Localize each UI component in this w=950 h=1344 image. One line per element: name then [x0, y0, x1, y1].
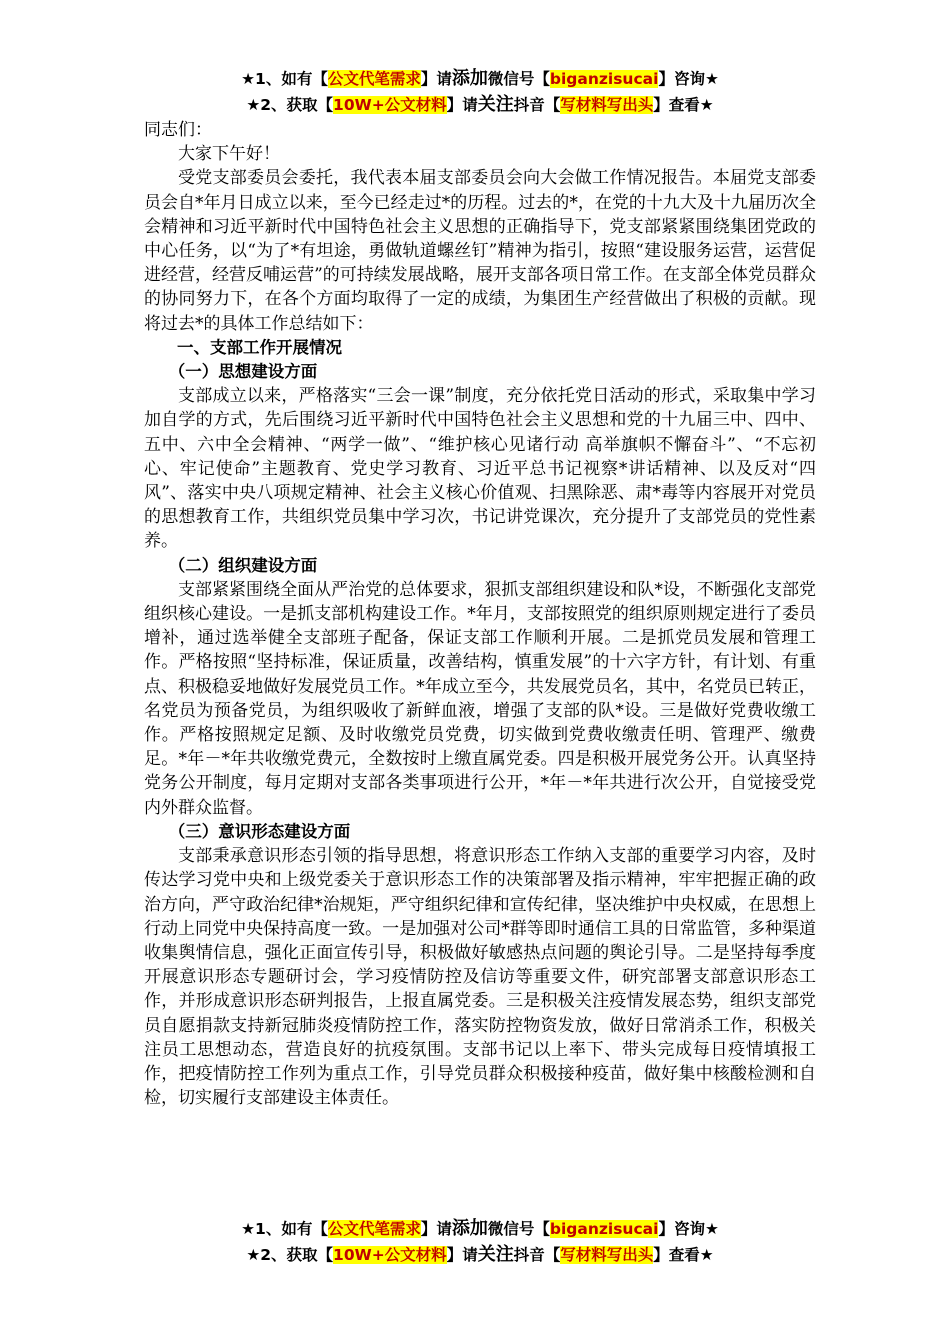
top-banner — [144, 66, 816, 118]
banner-highlight: 10W+公文材料 — [333, 96, 447, 114]
banner-emphasis: 关注 — [477, 94, 514, 115]
banner-line-2 — [144, 1242, 816, 1268]
banner-text: ★2、获取【 — [246, 96, 334, 114]
body-paragraph: 支部秉承意识形态引领的指导思想，将意识形态工作纳入支部的重要学习内容，及时传达学习党中央和上级党委关于意识形态工作的决策部署及指示精神，牢牢把握正确的政治方向，严守政治纪律*治规矩，严守组织纪律和宣传纪律，坚决维护中央权威，在思想上行动上同党中央保持高度一致。一是加强对公司*群等即时通信工具的日常监管，多种渠道收集舆情信息，强化正面宣传引导，积极做好敏感热点问题的舆论引导。二是坚持每季度开展意识形态专题研讨会，学习疫情防控及信访等重要文件，研究部署支部意识形态工作，并形成意识形态研判报告，上报直属党委。三是积极关注疫情发展态势，组织支部党员自愿捐款支持新冠肺炎疫情防控工作，落实防控物资发放，做好日常消杀工作，积极关注员工思想动态，营造良好的抗疫氛围。支部书记以上率下、带头完成每日疫情填报工作，把疫情防控工作列为重点工作，引导党员群众积极接种疫苗，做好集中核酸检测和自检，切实履行支部建设主体责任。 — [144, 846, 816, 1109]
banner-text: 】咨询★ — [658, 70, 719, 88]
banner-text: 】请 — [420, 1220, 452, 1238]
douyin-highlight: 写材料写出头 — [560, 96, 654, 114]
bottom-banner — [144, 1216, 816, 1268]
banner-text: ★1、如有【 — [241, 70, 328, 88]
banner-text: ★2、获取【 — [246, 1246, 334, 1264]
banner-text: 】查看★ — [653, 96, 714, 114]
banner-text: 】查看★ — [653, 1246, 714, 1264]
subsection-heading: （三）意识形态建设方面 — [168, 821, 351, 841]
subsection-heading: （二）组织建设方面 — [168, 555, 318, 575]
banner-highlight: 公文代笔需求 — [327, 70, 421, 88]
document-body — [144, 118, 816, 1110]
banner-text: ★1、如有【 — [241, 1220, 328, 1238]
banner-highlight: 公文代笔需求 — [327, 1220, 421, 1238]
banner-text: 】咨询★ — [658, 1220, 719, 1238]
banner-line-1 — [144, 66, 816, 92]
banner-highlight: 10W+公文材料 — [333, 1246, 447, 1264]
greeting: 大家下午好！ — [178, 144, 280, 165]
banner-text: 抖音【 — [513, 1246, 561, 1264]
banner-text: 】请 — [446, 96, 478, 114]
banner-emphasis: 关注 — [477, 1244, 514, 1265]
banner-emphasis: 添加 — [451, 1218, 488, 1239]
banner-emphasis: 添加 — [451, 68, 488, 89]
body-paragraph: 支部成立以来，严格落实“三会一课”制度，充分依托党日活动的形式，采取集中学习加自学的方式，先后围绕习近平新时代中国特色社会主义思想和党的十九届三中、四中、五中、六中全会精神、“两学一做”、“维护核心见诸行动 高举旗帜不懈奋斗”、“不忘初心、牢记使命”主题教育、党史学习教育、习近平总书记视察*讲话精神、以及反对“四风”、落实中央八项规定精神、社会主义核心价值观、扫黑除恶、肃*毒等内容展开对党员的思想教育工作，共组织党员集中学习次，书记讲党课次，充分提升了支部党员的党性素养。 — [144, 386, 816, 552]
banner-text: 】请 — [420, 70, 452, 88]
wechat-id-highlight: biganzisucai — [549, 70, 659, 88]
section-heading: 一、支部工作开展情况 — [177, 337, 342, 357]
salutation: 同志们： — [144, 120, 212, 140]
subsection-heading: （一）思想建设方面 — [168, 362, 318, 382]
banner-text: 微信号【 — [487, 70, 550, 88]
wechat-id-highlight: biganzisucai — [549, 1220, 659, 1238]
body-paragraph: 支部紧紧围绕全面从严治党的总体要求，狠抓支部组织建设和队*设，不断强化支部党组织核心建设。一是抓支部机构建设工作。*年月，支部按照党的组织原则规定进行了委员增补，通过选举健全支部班子配备，保证支部工作顺利开展。二是抓党员发展和管理工作。严格按照“坚持标准，保证质量，改善结构，慎重发展”的十六字方针，有计划、有重点、积极稳妥地做好发展党员工作。*年成立至今，共发展党员名，其中，名党员已转正，名党员为预备党员，为组织吸收了新鲜血液，增强了支部的队*设。三是做好党费收缴工作。严格按照规定足额、及时收缴党员党费，切实做到党费收缴责任明、管理严、缴费足。*年－*年共收缴党费元，全数按时上缴直属党委。四是积极开展党务公开。认真坚持党务公开制度，每月定期对支部各类事项进行公开，*年－*年共进行次公开，自觉接受党内外群众监督。 — [144, 579, 816, 818]
document-page — [144, 0, 816, 1265]
banner-text: 微信号【 — [487, 1220, 550, 1238]
banner-line-1 — [144, 1216, 816, 1242]
intro-paragraph: 受党支部委员会委托，我代表本届支部委员会向大会做工作情况报告。本届党支部委员会自*年月日成立以来，至今已经走过*的历程。过去的*，在党的十九大及十九届历次全会精神和习近平新时代中国特色社会主义思想的正确指导下，党支部紧紧围绕集团党政的中心任务，以“为了*有坦途，勇做轨道螺丝钉”精神为指引，按照“建设服务运营，运营促进经营，经营反哺运营”的可持续发展战略，展开支部各项日常工作。在支部全体党员群众的协同努力下，在各个方面均取得了一定的成绩，为集团生产经营做出了积极的贡献。现将过去*的具体工作总结如下： — [144, 168, 816, 334]
douyin-highlight: 写材料写出头 — [560, 1246, 654, 1264]
banner-text: 抖音【 — [513, 96, 561, 114]
banner-text: 】请 — [446, 1246, 478, 1264]
banner-line-2 — [144, 92, 816, 118]
